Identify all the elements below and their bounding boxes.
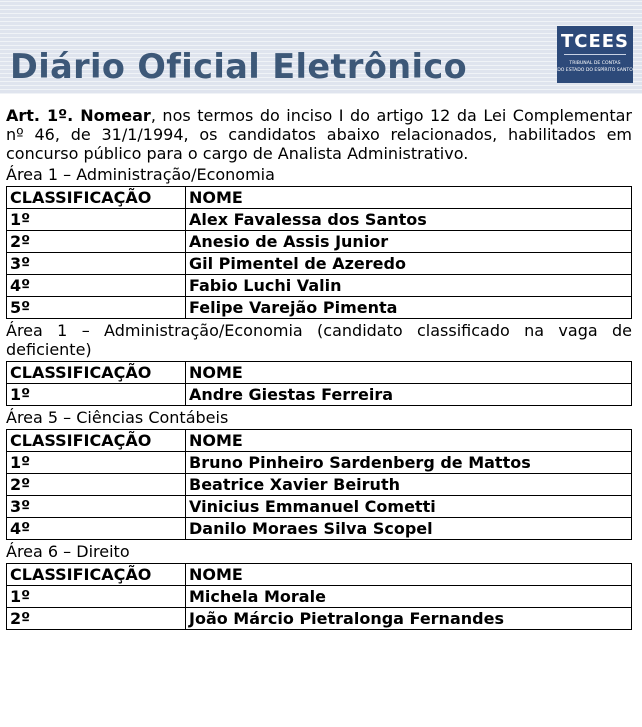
section-title: Área 1 – Administração/Economia	[6, 165, 275, 184]
rank-cell: 1º	[7, 452, 186, 474]
article-text: , nos termos do inciso I do artigo 12 da Lei Complementar nº 46, de 31/1/1994, os candidatos abaixo relacionados, habilitados em concurso público para o cargo de Analista Administrativo.	[6, 106, 633, 163]
page-header	[0, 0, 642, 94]
name-cell: Felipe Varejão Pimenta	[186, 297, 632, 319]
rank-cell: 4º	[7, 518, 186, 540]
table-header-row	[7, 430, 632, 452]
table-row	[7, 452, 632, 474]
table-row	[7, 474, 632, 496]
rank-cell: 2º	[7, 608, 186, 630]
name-cell: Andre Giestas Ferreira	[186, 384, 632, 406]
name-cell: João Márcio Pietralonga Fernandes	[186, 608, 632, 630]
table-header-row	[7, 187, 632, 209]
rank-cell: 2º	[7, 231, 186, 253]
table-header-row	[7, 362, 632, 384]
name-cell: Vinicius Emmanuel Cometti	[186, 496, 632, 518]
rank-cell: 4º	[7, 275, 186, 297]
table-row	[7, 608, 632, 630]
table-row	[7, 253, 632, 275]
section-title: Área 6 – Direito	[6, 542, 130, 561]
rank-cell: 2º	[7, 474, 186, 496]
name-cell: Gil Pimentel de Azeredo	[186, 253, 632, 275]
document-body	[6, 106, 632, 630]
column-header-name: NOME	[186, 362, 632, 384]
tcees-logo	[557, 26, 633, 83]
name-cell: Fabio Luchi Valin	[186, 275, 632, 297]
column-header-classification: CLASSIFICAÇÃO	[7, 362, 186, 384]
name-cell: Alex Favalessa dos Santos	[186, 209, 632, 231]
table-row	[7, 231, 632, 253]
column-header-name: NOME	[186, 564, 632, 586]
rank-cell: 3º	[7, 253, 186, 275]
candidates-table	[6, 563, 632, 630]
logo-subtitle-2: DO ESTADO DO ESPÍRITO SANTO	[557, 68, 633, 73]
logo-divider	[564, 54, 626, 55]
section-title: Área 1 – Administração/Economia (candidato classificado na vaga de deficiente)	[6, 321, 632, 359]
table-row	[7, 209, 632, 231]
table-row	[7, 518, 632, 540]
table-row	[7, 384, 632, 406]
table-row	[7, 496, 632, 518]
name-cell: Bruno Pinheiro Sardenberg de Mattos	[186, 452, 632, 474]
article-paragraph	[6, 106, 632, 163]
column-header-name: NOME	[186, 187, 632, 209]
rank-cell: 3º	[7, 496, 186, 518]
name-cell: Danilo Moraes Silva Scopel	[186, 518, 632, 540]
column-header-classification: CLASSIFICAÇÃO	[7, 430, 186, 452]
logo-text: TCEES	[560, 31, 630, 52]
name-cell: Beatrice Xavier Beiruth	[186, 474, 632, 496]
column-header-classification: CLASSIFICAÇÃO	[7, 564, 186, 586]
rank-cell: 1º	[7, 586, 186, 608]
column-header-name: NOME	[186, 430, 632, 452]
name-cell: Anesio de Assis Junior	[186, 231, 632, 253]
section-title: Área 5 – Ciências Contábeis	[6, 408, 229, 427]
rank-cell: 1º	[7, 209, 186, 231]
page-title: Diário Oficial Eletrônico	[10, 47, 468, 86]
candidates-table	[6, 186, 632, 319]
table-header-row	[7, 564, 632, 586]
candidates-table	[6, 361, 632, 406]
table-row	[7, 275, 632, 297]
table-row	[7, 297, 632, 319]
candidates-table	[6, 429, 632, 540]
table-row	[7, 586, 632, 608]
rank-cell: 1º	[7, 384, 186, 406]
column-header-classification: CLASSIFICAÇÃO	[7, 187, 186, 209]
rank-cell: 5º	[7, 297, 186, 319]
logo-subtitle-1: TRIBUNAL DE CONTAS	[569, 61, 621, 66]
article-label: Art. 1º. Nomear	[6, 106, 151, 125]
name-cell: Michela Morale	[186, 586, 632, 608]
